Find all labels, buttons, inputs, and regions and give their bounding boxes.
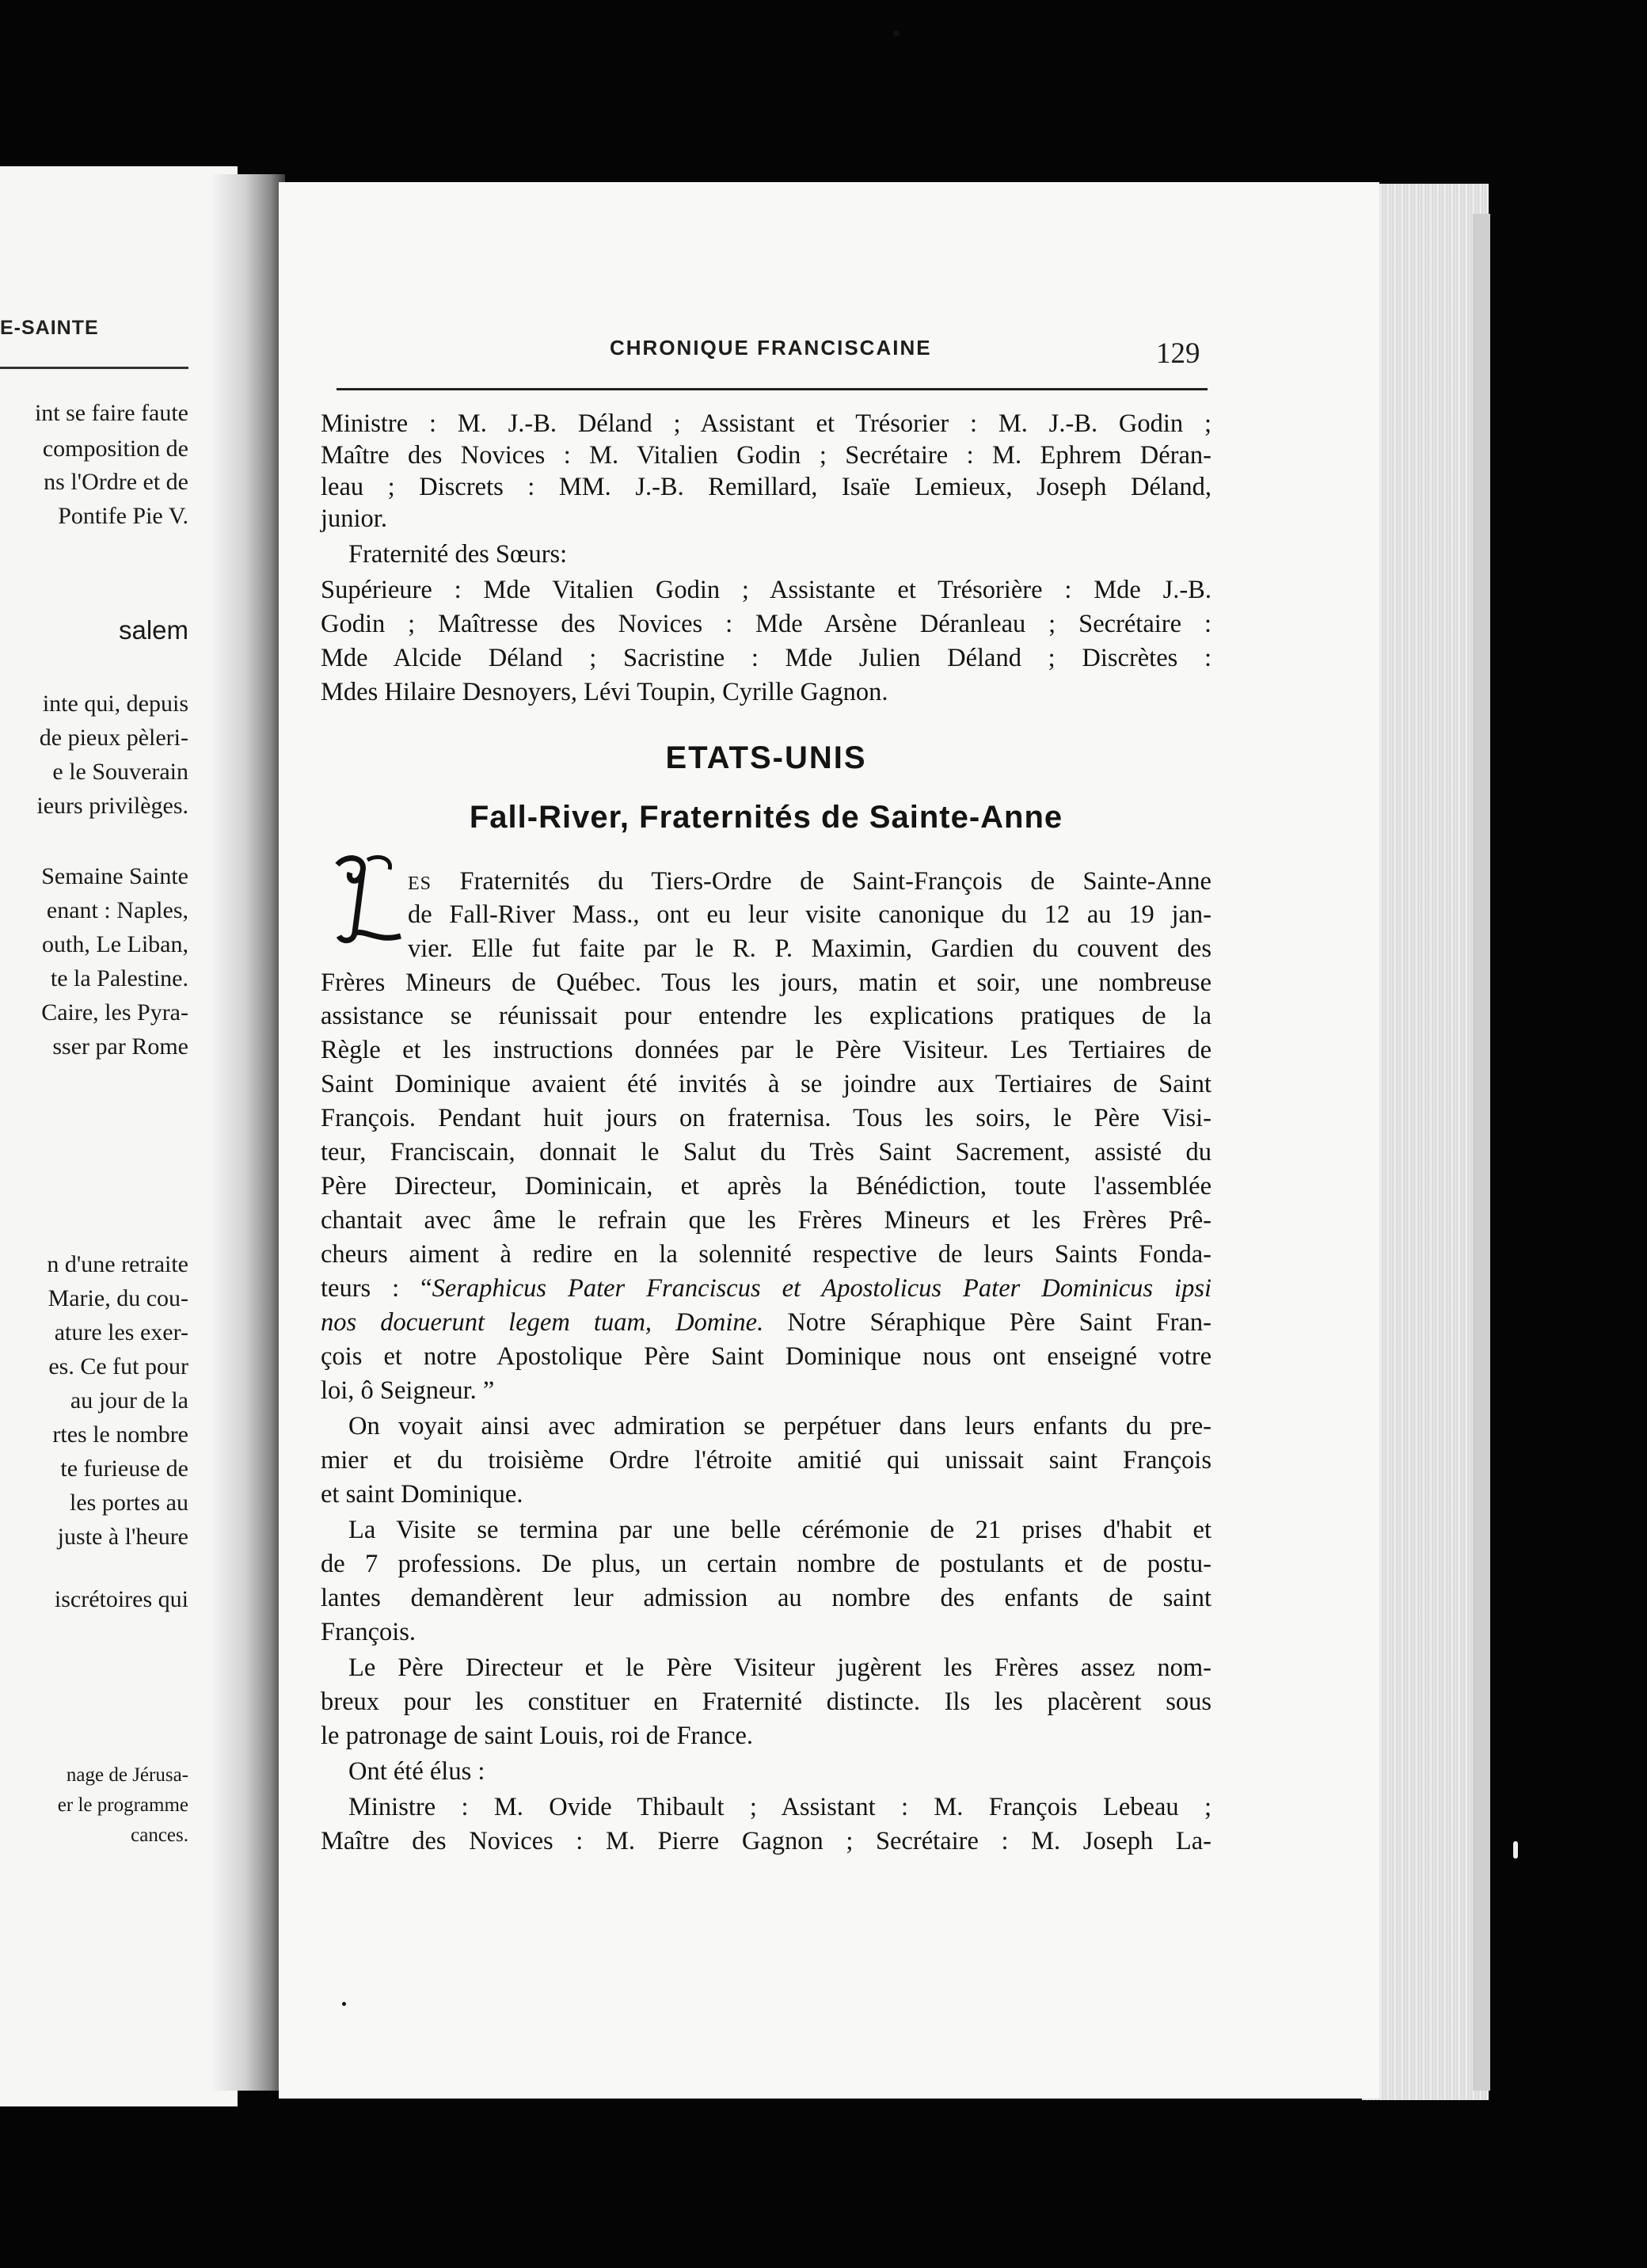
dust-speck	[342, 2002, 346, 2006]
text-line: junior.	[321, 504, 387, 533]
left-text-line: de pieux pèleri-	[39, 725, 188, 751]
text-line: breux pour les constituer en Fraternité distincte. Ils les placèrent sous	[321, 1688, 1211, 1716]
left-text-line: Marie, du cou-	[48, 1285, 188, 1311]
text-line: Saint Dominique avaient été invités à se joindre aux Tertiaires de Saint	[321, 1070, 1211, 1098]
left-text-line: n d'une retraite	[47, 1251, 188, 1277]
text-line: On voyait ainsi avec admiration se perpétuer dans leurs enfants du pre-	[348, 1412, 1211, 1440]
text-line	[321, 1307, 1211, 1338]
text-line	[321, 1273, 1211, 1304]
text-line: Frères Mineurs de Québec. Tous les jours, matin et soir, une nombreuse	[321, 968, 1211, 997]
text-line: Maître des Novices : M. Pierre Gagnon ; Secrétaire : M. Joseph La-	[321, 1827, 1211, 1855]
text-line: çois et notre Apostolique Père Saint Dominique nous ont enseigné votre	[321, 1342, 1211, 1371]
text-line: cheurs aiment à redire en la solennité respective de leurs Saints Fonda-	[321, 1240, 1211, 1269]
left-text-line: outh, Le Liban,	[42, 931, 188, 957]
latin-quote: nos docuerunt legem tuam, Domine.	[321, 1308, 764, 1337]
left-text-line: cances.	[131, 1825, 188, 1846]
text-line: François. Pendant huit jours on fraternisa. Tous les soirs, le Père Visi-	[321, 1104, 1211, 1132]
left-text-line: iscrétoires qui	[54, 1586, 188, 1612]
text-line: Supérieure : Mde Vitalien Godin ; Assistante et Trésorière : Mde J.-B.	[321, 576, 1211, 604]
text-line: François.	[321, 1618, 417, 1646]
left-text-line: sser par Rome	[52, 1033, 188, 1060]
left-text-line: nage de Jérusa-	[66, 1764, 188, 1786]
left-text-line: au jour de la	[70, 1387, 188, 1414]
running-head: CHRONIQUE FRANCISCAINE	[610, 336, 932, 360]
left-header-rule	[0, 367, 188, 369]
text-line: chantait avec âme le refrain que les Frères Mineurs et les Frères Prê-	[321, 1206, 1211, 1235]
left-text-line: juste à l'heure	[57, 1524, 188, 1550]
text-line: assistance se réunissait pour entendre les explications pratiques de la	[321, 1002, 1211, 1030]
left-text-line: int se faire faute	[34, 400, 188, 426]
left-text-line: Semaine Sainte	[41, 863, 188, 889]
header-rule	[337, 388, 1208, 390]
left-text-line: salem	[118, 615, 188, 645]
text-line: Règle et les instructions données par le Père Visiteur. Les Tertiaires de	[321, 1036, 1211, 1064]
text-line: et saint Dominique.	[321, 1480, 523, 1509]
section-subtitle: Fall-River, Fraternités de Sainte-Anne	[469, 800, 1063, 835]
page-number: 129	[1156, 337, 1200, 370]
text-line: Godin ; Maîtresse des Novices : Mde Arsène Déranleau ; Secrétaire :	[321, 610, 1211, 638]
drop-cap-rest: ES	[408, 873, 432, 894]
text-line	[408, 866, 1211, 900]
text-line: Le Père Directeur et le Père Visiteur jugèrent les Frères assez nom-	[348, 1653, 1211, 1682]
left-text-line: ieurs privilèges.	[36, 793, 188, 819]
text-line: leau ; Discrets : MM. J.-B. Remillard, Isaïe Lemieux, Joseph Déland,	[321, 473, 1211, 501]
text-line: Mdes Hilaire Desnoyers, Lévi Toupin, Cyrille Gagnon.	[321, 678, 888, 706]
text-line: La Visite se termina par une belle cérémonie de 21 prises d'habit et	[348, 1516, 1211, 1544]
dust-speck	[893, 30, 900, 36]
text-line: Mde Alcide Déland ; Sacristine : Mde Julien Déland ; Discrètes :	[321, 644, 1211, 672]
page-edges-shade	[1473, 214, 1490, 2091]
text-line-content: teurs : “	[321, 1274, 432, 1303]
text-line: de 7 professions. De plus, un certain nombre de postulants et de postu-	[321, 1550, 1211, 1578]
text-line: Ministre : M. Ovide Thibault ; Assistant : M. François Lebeau ;	[348, 1793, 1211, 1821]
left-running-head: E-SAINTE	[0, 317, 99, 339]
left-text-line: te la Palestine.	[50, 965, 188, 991]
text-line: Ministre : M. J.-B. Déland ; Assistant et Trésorier : M. J.-B. Godin ;	[321, 409, 1211, 438]
gutter-shadow	[212, 174, 285, 2091]
left-text-line: composition de	[42, 436, 188, 462]
left-text-line: es. Ce fut pour	[48, 1353, 188, 1379]
text-line: le patronage de saint Louis, roi de France.	[321, 1722, 753, 1750]
text-line: lantes demandèrent leur admission au nombre des enfants de saint	[321, 1584, 1211, 1612]
text-line: vier. Elle fut faite par le R. P. Maximin, Gardien du couvent des	[408, 934, 1211, 963]
left-text-line: rtes le nombre	[52, 1421, 188, 1448]
text-line: Père Directeur, Dominicain, et après la Bénédiction, toute l'assemblée	[321, 1172, 1211, 1201]
text-line: Ont été élus :	[348, 1757, 485, 1786]
text-line: Maître des Novices : M. Vitalien Godin ; Secrétaire : M. Ephrem Déran-	[321, 441, 1211, 470]
left-text-line: er le programme	[57, 1794, 188, 1816]
left-text-line: e le Souverain	[52, 759, 188, 785]
left-text-line: Pontife Pie V.	[58, 503, 188, 529]
dust-speck	[1513, 1841, 1518, 1859]
left-text-line: enant : Naples,	[46, 897, 188, 923]
left-text-line: ns l'Ordre et de	[44, 469, 188, 495]
left-text-line: te furieuse de	[60, 1456, 188, 1482]
left-page	[0, 166, 238, 2106]
left-text-line: inte qui, depuis	[42, 691, 188, 717]
text-line: loi, ô Seigneur. ”	[321, 1376, 495, 1405]
text-line: de Fall-River Mass., ont eu leur visite canonique du 12 au 19 jan-	[408, 900, 1211, 929]
text-line: teur, Franciscain, donnait le Salut du Très Saint Sacrement, assisté du	[321, 1138, 1211, 1166]
left-text-line: les portes au	[70, 1490, 188, 1516]
latin-quote: Seraphicus Pater Franciscus et Apostolicus Pater Dominicus ipsi	[432, 1274, 1211, 1303]
text-line-content: Fraternités du Tiers-Ordre de Saint-François de Sainte-Anne	[432, 867, 1211, 896]
text-line-content: Notre Séraphique Père Saint Fran-	[763, 1308, 1212, 1337]
left-text-line: Caire, les Pyra-	[41, 999, 188, 1026]
left-text-line: ature les exer-	[54, 1319, 188, 1345]
page-edges	[1362, 184, 1489, 2100]
text-line: Fraternité des Sœurs:	[348, 540, 568, 569]
section-title: ETATS-UNIS	[665, 740, 867, 775]
text-line: mier et du troisième Ordre l'étroite amitié qui unissait saint François	[321, 1446, 1211, 1475]
